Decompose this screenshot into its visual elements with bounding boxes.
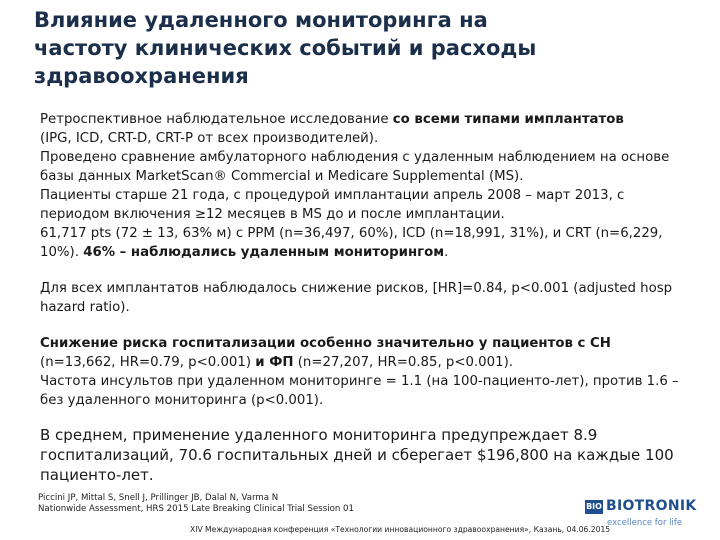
logo-badge-icon: BIO (585, 500, 603, 514)
hf-risk-emphasis: Снижение риска госпитализации особенно значительно у пациентов с СН (40, 336, 611, 351)
reference-session: Nationwide Assessment, HRS 2015 Late Breaking Clinical Trial Session 01 (38, 504, 354, 514)
cohort-stats-end: . (444, 245, 449, 260)
reference-authors: Piccini JP, Mittal S, Snell J, Prillinger JB, Dalal N, Varma N (38, 493, 279, 503)
title-line-2: частоту клинических событий и расходы (34, 36, 537, 60)
footer-references (38, 493, 611, 534)
comparison-description: Проведено сравнение амбулаторного наблюдения с удаленным наблюдением на основе базы данных MarketScan® Commercial и Medicare Supplemental (MS). (40, 150, 670, 184)
logo-tagline: excellence for life (607, 518, 683, 528)
title-line-1: Влияние удаленного мониторинга на (34, 8, 488, 32)
slide-title (34, 6, 684, 90)
study-design-text: Ретроспективное наблюдательное исследование (40, 112, 393, 127)
hf-stats: (n=13,662, HR=0.79, p<0.001) (40, 355, 256, 370)
af-emphasis: и ФП (255, 355, 294, 370)
title-line-3: здравоохранения (34, 64, 249, 88)
slide-body (40, 110, 690, 485)
all-implant-types-emphasis: со всеми типами имплантатов (392, 112, 624, 127)
af-stats: (n=27,207, HR=0.85, p<0.001). (293, 355, 513, 370)
logo-brand: BIOTRONIK (606, 498, 697, 514)
cohort-stats (40, 224, 690, 262)
patient-criteria: Пациенты старше 21 года, с процедурой имплантации апрель 2008 – март 2013, с периодом включения ≥12 месяцев в MS до и после имплантации. (40, 188, 625, 222)
savings-paragraph: В среднем, применение удаленного мониторинга предупреждает 8.9 госпитализаций, 70.6 госпитальных дней и сберегает $196,800 на каждые 100 пациенто-лет. (40, 426, 674, 484)
remote-monitoring-share: 46% – наблюдались удаленным мониторингом (83, 245, 445, 260)
cohort-stats-text: 61,717 pts (72 ± 13, 63% м) с PPM (n=36,497, 60%), ICD (n=18,991, 31%), и CRT (n=6,229, 10%). (40, 226, 663, 260)
device-types-line: (IPG, ICD, CRT-D, CRT-P от всех производителей). (40, 131, 379, 146)
biotronik-logo (585, 496, 695, 536)
stroke-rate-paragraph: Частота инсультов при удаленном мониторинге = 1.1 (на 100-пациенто-лет), против 1.6 – без удаленного мониторинга (p<0.001). (40, 374, 679, 408)
conference-note: XIV Международная конференция «Технологии инновационного здравоохранения», Казань, 04.06.2015 (190, 525, 611, 534)
study-design-paragraph (40, 110, 690, 129)
risk-reduction-paragraph: Для всех имплантатов наблюдалось снижение рисков, [HR]=0.84, p<0.001 (adjusted hosp hazard ratio). (40, 281, 673, 315)
hospitalization-paragraph (40, 334, 690, 372)
